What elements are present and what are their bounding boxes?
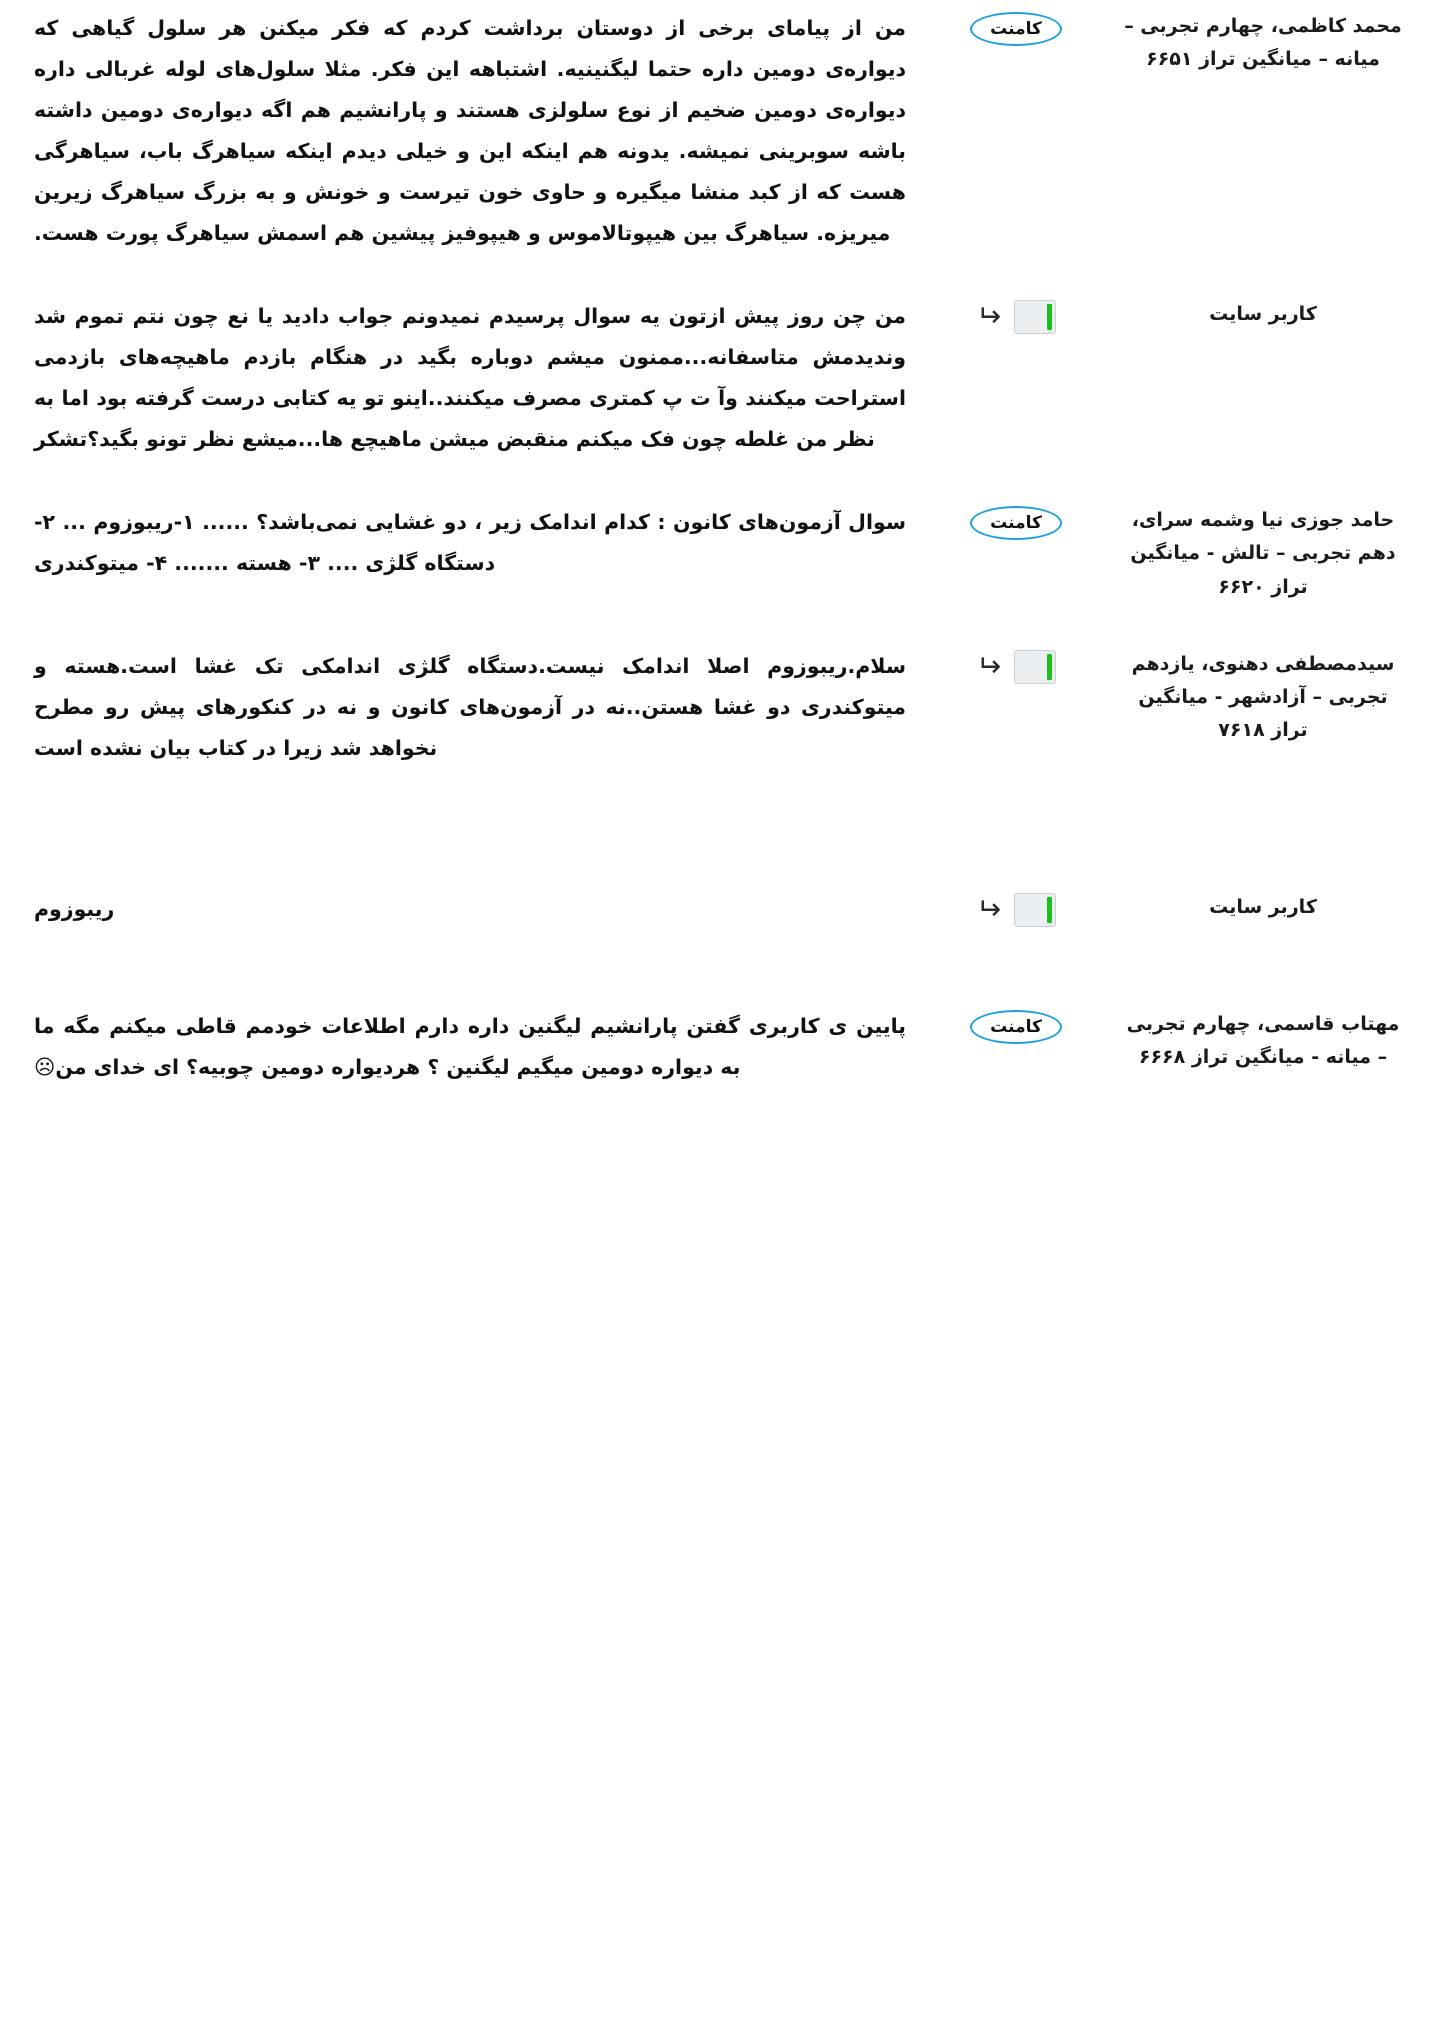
avatar-person-glyph <box>1024 900 1046 920</box>
post-badge-area <box>916 638 1116 696</box>
author-name: کاربر سایت <box>1209 895 1317 918</box>
post-author-meta <box>1116 881 1416 934</box>
post-badge-area <box>916 0 1116 58</box>
divider-spacer <box>18 946 1416 998</box>
comment-post <box>18 494 1416 614</box>
post-badge-area <box>916 494 1116 552</box>
user-avatar-icon <box>1014 300 1056 334</box>
reply-indicator[interactable] <box>976 650 1055 684</box>
post-body: سلام.ریبوزوم اصلا اندامک نیست.دستگاه گلژی اندامکی تک غشا است.هسته و میتوکندری دو غشا هستن..نه در آزمون‌های کانون و نه در کنکورهای پیش رو مطرح نخواهد شد زیرا در کتاب بیان نشده است <box>34 653 906 760</box>
comment-post <box>18 881 1416 940</box>
divider-spacer <box>18 620 1416 638</box>
divider-spacer <box>18 476 1416 494</box>
reply-indicator[interactable] <box>976 893 1055 927</box>
reply-indicator[interactable] <box>976 300 1055 334</box>
post-body: پایین ی کاربری گفتن پارانشیم لیگنین داره دارم اطلاعات خودمم قاطی میکنم مگه ما به دیواره دومین میگیم لیگنین ؟ هردیواره دومین چوبیه؟ ای خدای من☹ <box>34 1013 906 1079</box>
author-name: حامد جوزی نیا وشمه سرای، دهم تجربی – تالش - میانگین تراز ۶۶۲۰ <box>1130 509 1396 598</box>
online-status-bar <box>1047 654 1052 680</box>
comment-post <box>18 288 1416 470</box>
divider-spacer <box>18 785 1416 881</box>
post-author-meta <box>1116 288 1416 341</box>
status-badge[interactable]: کامنت <box>970 1010 1062 1044</box>
post-author-meta <box>1116 0 1416 87</box>
post-body: من چن روز پیش ازتون یه سوال پرسیدم نمیدونم جواب دادید یا نع چون نتم تموم شد وندیدمش متاسفانه...ممنون میشم دوباره بگید در هنگام بازدم ماهیچه‌های بازدمی استراحت میکنند وآ ت پ کمتری مصرف میکنند..اینو تو یه کتابی درست گرفته بود اما به نظر من غلطه چون فک میکنم منقبض میشن ماهیچع ها...میشع نظر تونو بگید؟تشکر <box>34 304 906 451</box>
user-avatar-icon <box>1014 650 1056 684</box>
comment-post <box>18 998 1416 1098</box>
divider-spacer <box>18 270 1416 288</box>
online-status-bar <box>1047 304 1052 330</box>
status-badge[interactable]: کامنت <box>970 12 1062 46</box>
author-name: سیدمصطفی دهنوی، یازدهم تجربی – آزادشهر - میانگین تراز ۷۶۱۸ <box>1131 652 1395 742</box>
post-author-meta <box>1116 638 1416 758</box>
post-badge-area <box>916 881 1116 939</box>
reply-arrow-icon[interactable]: ↵ <box>976 891 1002 927</box>
post-badge-area <box>916 288 1116 346</box>
comment-post <box>18 638 1416 779</box>
post-author-meta <box>1116 494 1416 614</box>
post-body: من از پیامای برخی از دوستان برداشت کردم که فکر میکنن هر سلول گیاهی که دیواره‌ی دومین داره حتما لیگنینیه. اشتباهه این فکر. مثلا سلول‌های لوله غربالی داره دیواره‌ی دومین ضخیم از نوع سلولزی هستند و پارانشیم هم اگه دیواره‌ی دومین داشته باشه سوبرینی نمیشه. یدونه هم اینکه این و خیلی دیدم اینکه سیاهرگ باب، سیاهرگی هست که از کبد منشا میگیره و حاوی خون تیرست و خونش و به بزرگ سیاهرگ زیرین میریزه. سیاهرگ بین هیپوتالاموس و هیپوفیز پیشین هم اسمش سیاهرگ پورت هست. <box>34 16 906 245</box>
comment-thread <box>18 0 1416 1098</box>
author-name: کاربر سایت <box>1209 303 1317 325</box>
post-badge-area <box>916 998 1116 1056</box>
comment-post <box>18 0 1416 264</box>
reply-arrow-icon[interactable]: ↵ <box>976 648 1002 684</box>
avatar-person-glyph <box>1024 307 1046 327</box>
author-name: محمد کاظمی، چهارم تجربی – میانه – میانگین تراز ۶۶۵۱ <box>1124 15 1402 71</box>
avatar-person-glyph <box>1024 657 1046 677</box>
status-badge[interactable]: کامنت <box>970 506 1062 540</box>
post-body: ریبوزوم <box>34 896 115 921</box>
online-status-bar <box>1047 897 1052 923</box>
author-name: مهتاب قاسمی، چهارم تجربی – میانه - میانگین تراز ۶۶۶۸ <box>1126 1012 1400 1068</box>
post-author-meta <box>1116 998 1416 1085</box>
reply-arrow-icon[interactable]: ↵ <box>976 299 1002 334</box>
user-avatar-icon <box>1014 893 1056 927</box>
post-body: سوال آزمون‌های کانون : کدام اندامک زیر ، دو غشایی نمی‌باشد؟ ...... ۱-ریبوزوم ... ۲- دستگاه گلژی .... ۳- هسته ....... ۴- میتوکندری <box>34 510 907 575</box>
